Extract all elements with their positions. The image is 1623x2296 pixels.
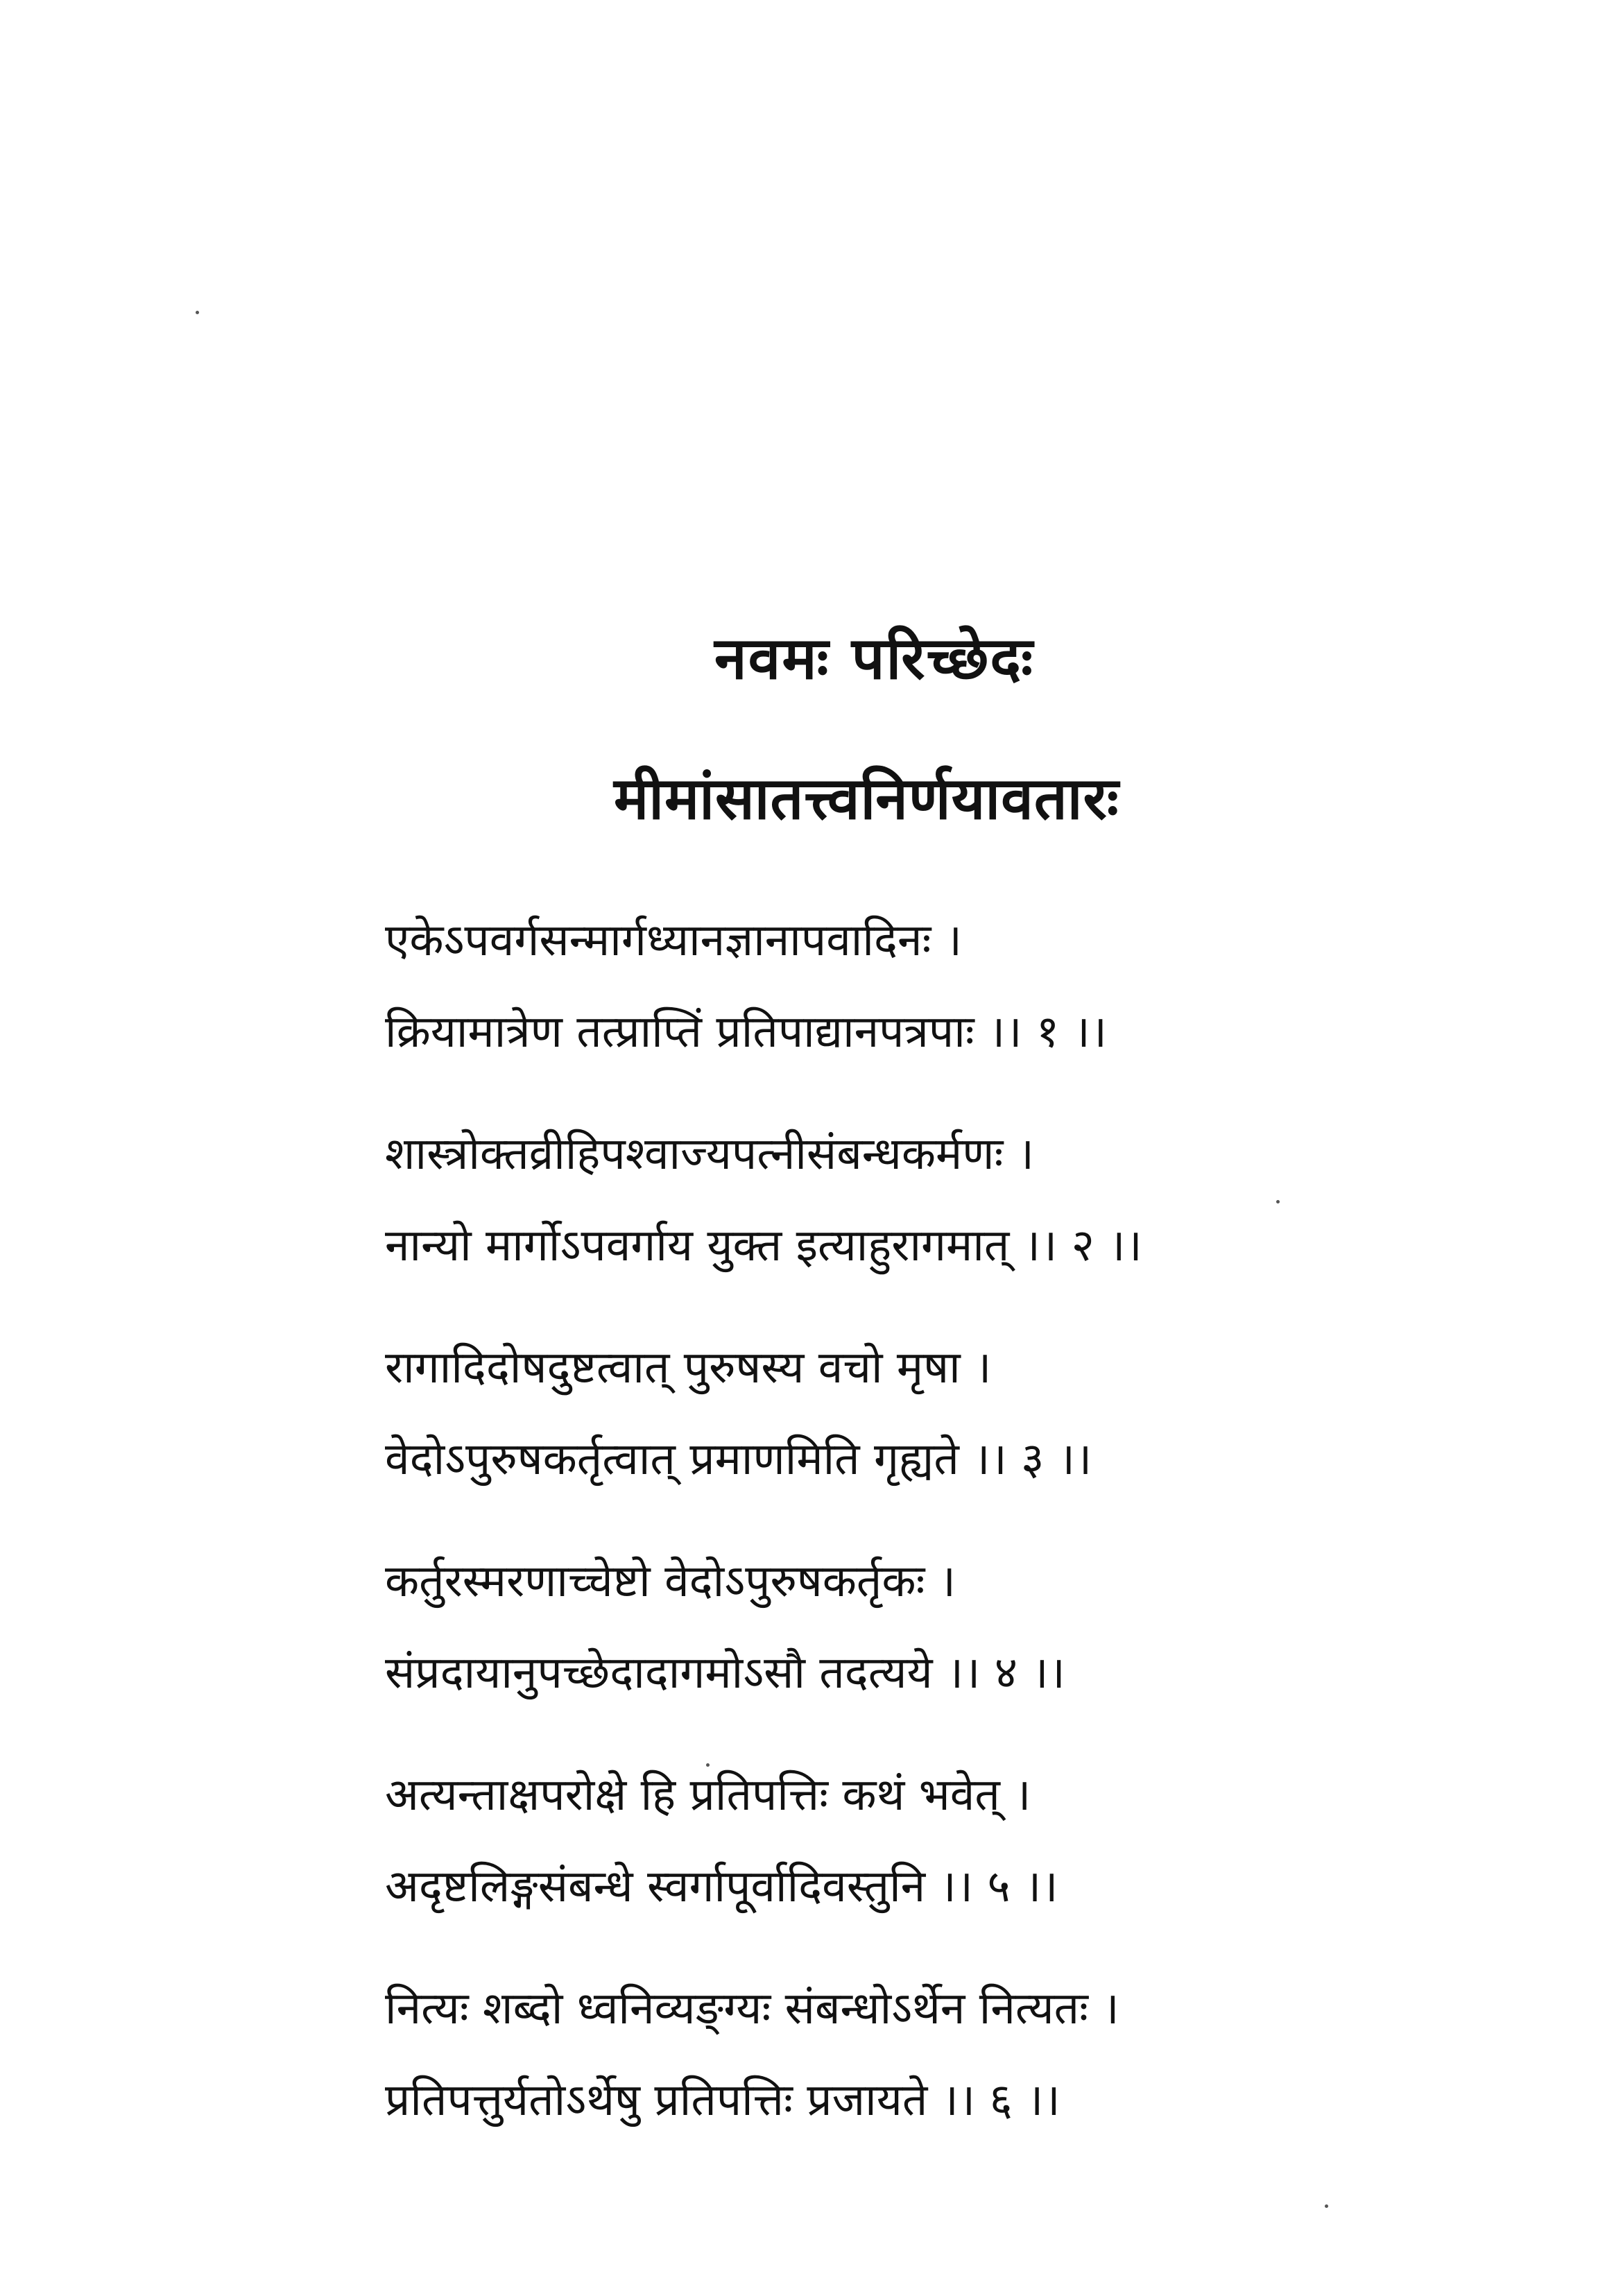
verse-4 [385,1536,1425,1719]
verse-line: क्रियामात्रेण तत्प्राप्तिं प्रतिपाद्यानपत्रपाः ।। १ ।। [385,1006,1108,1058]
verse-2 [385,1108,1425,1292]
verse-line: शास्त्रोक्तव्रीहिपश्वाज्यपत्नीसंबन्धकर्मणः । [385,1129,1035,1180]
verse-line: अत्यन्ताक्षपरोक्षे हि प्रतिपत्तिः कथं भवेत् । [385,1770,1031,1821]
verse-line: नित्यः शब्दो ध्वनिव्यङ्ग्यः संबन्धोऽर्थेन नित्यतः । [385,1983,1119,2034]
verse-3 [385,1322,1425,1505]
chapter-title: नवमः परिच्छेदः [714,624,1034,692]
scan-speck [1276,1200,1280,1203]
verse-list [385,895,1425,2177]
verse-line: संप्रदायानुपच्छेदादागमोऽसौ तदत्यये ।। ४ ।। [385,1647,1065,1699]
scan-speck [1325,2204,1328,2208]
verse-line: एकेऽपवर्गसन्मार्गध्यानज्ञानापवादिनः । [385,915,962,966]
verse-line: प्रतिपत्तुर्यतोऽर्थेषु प्रतिपत्तिः प्रजायते ।। ६ ।। [385,2075,1060,2126]
verse-line: रागादिदोषदुष्टत्वात् पुरुषस्य वचो मृषा । [385,1342,992,1394]
verse-line: वेदोऽपुरुषकर्तृत्वात् प्रमाणमिति गृह्यते ।। ३ ।। [385,1434,1092,1485]
verse-6 [385,1963,1425,2146]
verse-5 [385,1749,1425,1933]
verse-line: अदृष्टलिङ्गसंबन्धे स्वर्गापूर्वादिवस्तुनि ।। ५ ।। [385,1861,1058,1912]
section-title: मीमांसातत्त्वनिर्णयावतारः [614,764,1119,832]
scan-speck [196,311,199,314]
scan-speck [706,1763,710,1767]
verse-1 [385,895,1425,1078]
verse-line: कर्तुरस्मरणाच्चेष्टो वेदोऽपुरुषकर्तृकः । [385,1556,956,1607]
verse-line: नान्यो मार्गोऽपवर्गाय युक्त इत्याहुरागमात् ।। २ ।। [385,1220,1142,1271]
